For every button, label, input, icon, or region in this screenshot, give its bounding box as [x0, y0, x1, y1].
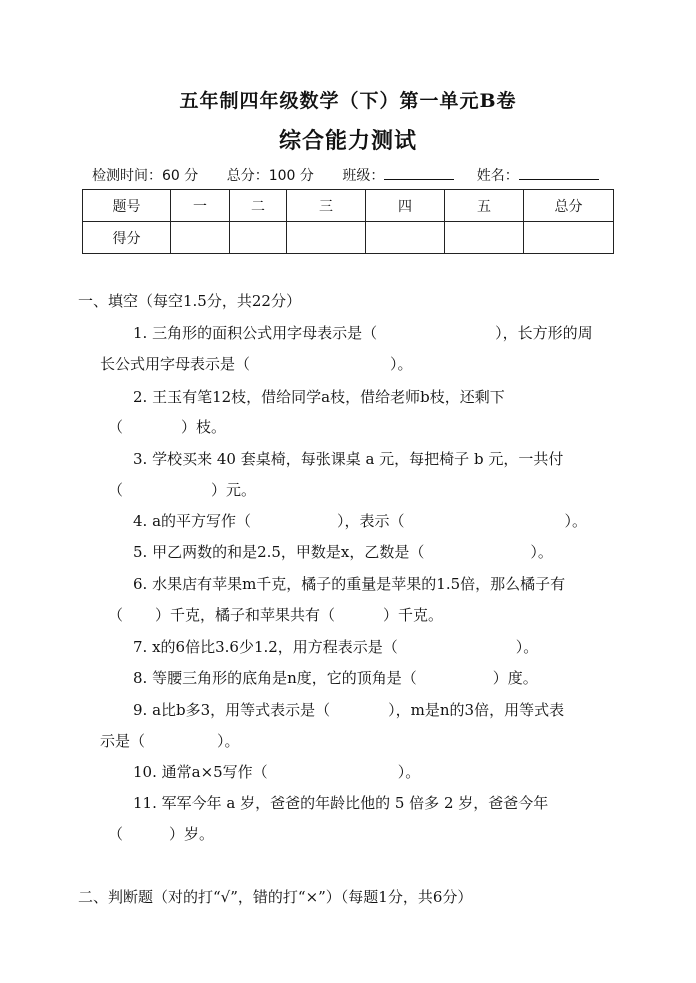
score-header-cell: 四 — [366, 190, 445, 222]
question-11-line2 — [108, 823, 214, 844]
score-cell[interactable] — [230, 222, 287, 254]
question-1-line2 — [100, 353, 413, 374]
q5-text-end: ）。 — [530, 543, 553, 561]
score-cell[interactable] — [445, 222, 524, 254]
q3-text-end: ）元。 — [211, 481, 257, 499]
q1b-text: 长公式用字母表示是（ — [100, 355, 251, 373]
question-2-line1: 2. 王玉有笔12枝，借给同学a枝，借给老师b枝，还剩下 — [133, 388, 505, 406]
score-cell[interactable] — [524, 222, 614, 254]
score-row-label: 得分 — [83, 222, 171, 254]
question-10 — [133, 761, 420, 782]
question-9-line2 — [100, 730, 240, 751]
question-6-line2 — [108, 604, 443, 625]
q1-text: 1. 三角形的面积公式用字母表示是（ — [133, 324, 378, 342]
q4-text-mid: ），表示（ — [337, 512, 405, 530]
q6-text-mid: ）千克，橘子和苹果共有（ — [155, 606, 336, 624]
exam-info-row — [92, 165, 623, 185]
q7-text: 7. x的6倍比3.6少1.2，用方程表示是（ — [133, 638, 398, 656]
question-3-line1: 3. 学校买来 40 套桌椅，每张课桌 a 元，每把椅子 b 元，一共付 — [133, 450, 564, 468]
score-table-header-row — [83, 190, 614, 222]
question-1-line1 — [133, 322, 593, 343]
score-header-cell: 总分 — [524, 190, 614, 222]
score-cell[interactable] — [366, 222, 445, 254]
question-9-line1 — [133, 699, 564, 720]
score-header-cell: 三 — [287, 190, 366, 222]
class-field — [342, 168, 454, 184]
class-blank — [384, 165, 454, 180]
q7-text-end: ）。 — [515, 638, 539, 656]
q1b-text-end: ）。 — [390, 355, 413, 373]
exam-total-score: 总分：100 分 — [226, 168, 314, 184]
question-2-line2 — [108, 416, 226, 437]
q10-text: 10. 通常a×5写作（ — [133, 763, 268, 781]
section2-title: 二、判断题（对的打“√”，错的打“×”）（每题1分，共6分） — [78, 888, 473, 906]
question-5 — [133, 541, 553, 562]
section1-title: 一、填空（每空1.5分，共22分） — [78, 292, 301, 310]
q6-text-end: ）千克。 — [383, 606, 444, 624]
score-header-cell: 二 — [230, 190, 287, 222]
q11-paren-open: （ — [108, 825, 124, 843]
name-label: 姓名： — [476, 168, 519, 184]
exam-time: 检测时间：60 分 — [92, 168, 199, 184]
question-3-line2 — [108, 479, 256, 500]
q10-text-end: ）。 — [397, 763, 421, 781]
q9b-text-end: ）。 — [217, 732, 240, 750]
q4-text: 4. a的平方写作（ — [133, 512, 252, 530]
name-blank — [519, 165, 599, 180]
q9b-text: 示是（ — [100, 732, 146, 750]
class-label: 班级： — [342, 168, 385, 184]
score-cell[interactable] — [287, 222, 366, 254]
q3-paren-open: （ — [108, 481, 124, 499]
question-6-line1: 6. 水果店有苹果m千克，橘子的重量是苹果的1.5倍，那么橘子有 — [133, 575, 566, 593]
score-header-cell: 一 — [171, 190, 230, 222]
name-field — [477, 168, 599, 184]
q9-text-mid: ），m是n的3倍，用等式表 — [388, 701, 565, 719]
q11-text-end: ）岁。 — [169, 825, 215, 843]
exam-title: 五年制四年级数学（下）第一单元B卷 — [179, 90, 517, 112]
q2-text-end: ）枝。 — [181, 418, 227, 436]
question-11-line1: 11. 军军今年 a 岁，爸爸的年龄比他的 5 倍多 2 岁，爸爸今年 — [133, 794, 549, 812]
q1-text-end: ），长方形的周 — [495, 324, 593, 342]
q8-text-end: ）度。 — [492, 669, 538, 687]
score-header-cell: 五 — [445, 190, 524, 222]
score-cell[interactable] — [171, 222, 230, 254]
question-4 — [133, 510, 587, 531]
q4-text-end: ）。 — [564, 512, 588, 530]
exam-subtitle: 综合能力测试 — [278, 128, 417, 154]
score-table-score-row — [83, 222, 614, 254]
score-header-cell: 题号 — [83, 190, 171, 222]
question-7 — [133, 636, 538, 657]
question-8 — [133, 667, 538, 688]
score-table — [82, 189, 614, 254]
q9-text: 9. a比b多3，用等式表示是（ — [133, 701, 331, 719]
q5-text: 5. 甲乙两数的和是2.5，甲数是x，乙数是（ — [133, 543, 425, 561]
q8-text: 8. 等腰三角形的底角是n度，它的顶角是（ — [133, 669, 417, 687]
q6-paren-open: （ — [108, 606, 124, 624]
q2-paren-open: （ — [108, 418, 124, 436]
